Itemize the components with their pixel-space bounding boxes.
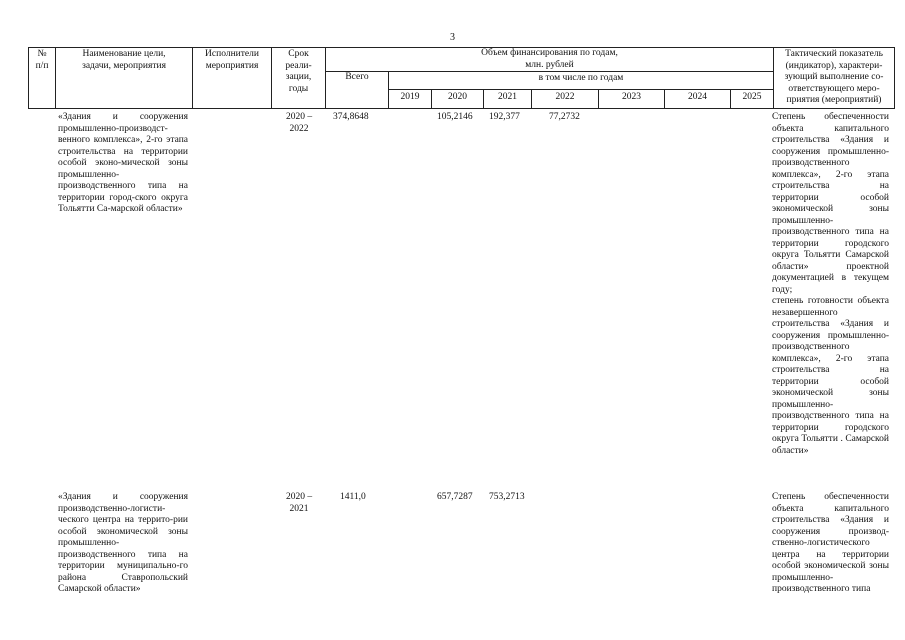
row-value-2020: 657,7287: [437, 492, 473, 502]
header-indicator: Тактический показатель (индикатор), характери- зующий выполнение со- ответствующего меро- приятия (мероприятий): [784, 49, 884, 105]
row-name: «Здания и сооружения производственно-логисти-ческого центра на террито-рии особой экономической зоны промышленно-производственного типа на территории муниципально-го района Ставропольский Самарской области»: [58, 492, 188, 594]
row-value-2021: 192,377: [489, 112, 520, 122]
row-value-2022: 77,2732: [549, 112, 580, 122]
header-year: 2022: [555, 92, 575, 102]
header-bottom-border: [28, 108, 895, 109]
funding-title-divider: [325, 71, 773, 72]
header-number: № п/п: [35, 49, 49, 71]
header-year: 2019: [400, 92, 420, 102]
header-including: в том числе по годам: [538, 73, 624, 83]
row-indicator: Степень обеспеченности объекта капитального строительства «Здания и сооружения промышленно-производственного комплекса», 2-го этапа строительства на территории особой экономической зоны промышленно-производственного типа на территории городского округа Тольятти Самарской области» проектной документацией в текущем году; степень готовности объекта незавершенного строительства «Здания и сооружения промышленно-производственного комплекса», 2-го этапа строительства на территории особой экономической зоны промышленно-производственного типа на территории городского округа Тольятти . Самарской области»: [772, 112, 889, 456]
header-total: Всего: [345, 72, 369, 82]
header-executors: Исполнители мероприятия: [205, 49, 259, 71]
header-term: Срок реали- зации, годы: [285, 49, 312, 94]
row-term: 2020 – 2022: [285, 112, 313, 134]
row-term: 2020 – 2021: [285, 492, 313, 514]
row-total: 1411,0: [340, 492, 366, 502]
header-year: 2023: [622, 92, 641, 102]
header-year: 2024: [688, 92, 707, 102]
row-total: 374,8648: [333, 112, 369, 122]
table-header: [28, 47, 895, 109]
header-year: 2020: [448, 92, 467, 102]
row-value-2020: 105,2146: [437, 112, 473, 122]
header-name: Наименование цели, задачи, мероприятия: [82, 49, 166, 71]
row-name: «Здания и сооружения промышленно-производст-венного комплекса», 2-го этапа строительства на территории особой эконо-мической зоны промышленно-производственного типа на территории город-ского округа Тольятти Са-марской области»: [58, 112, 188, 214]
header-year: 2021: [498, 92, 517, 102]
row-value-2021: 753,2713: [489, 492, 525, 502]
page-number: 3: [450, 32, 455, 43]
header-year: 2025: [742, 92, 762, 102]
header-funding-title: Объем финансирования по годам, млн. рублей: [481, 48, 618, 70]
years-divider: [388, 89, 773, 90]
col-border: [894, 47, 895, 109]
row-indicator: Степень обеспеченности объекта капитального строительства «Здания и сооружения производ-ственно-логистического центра на территории особой экономической зоны промышленно-производственного типа: [772, 492, 889, 594]
